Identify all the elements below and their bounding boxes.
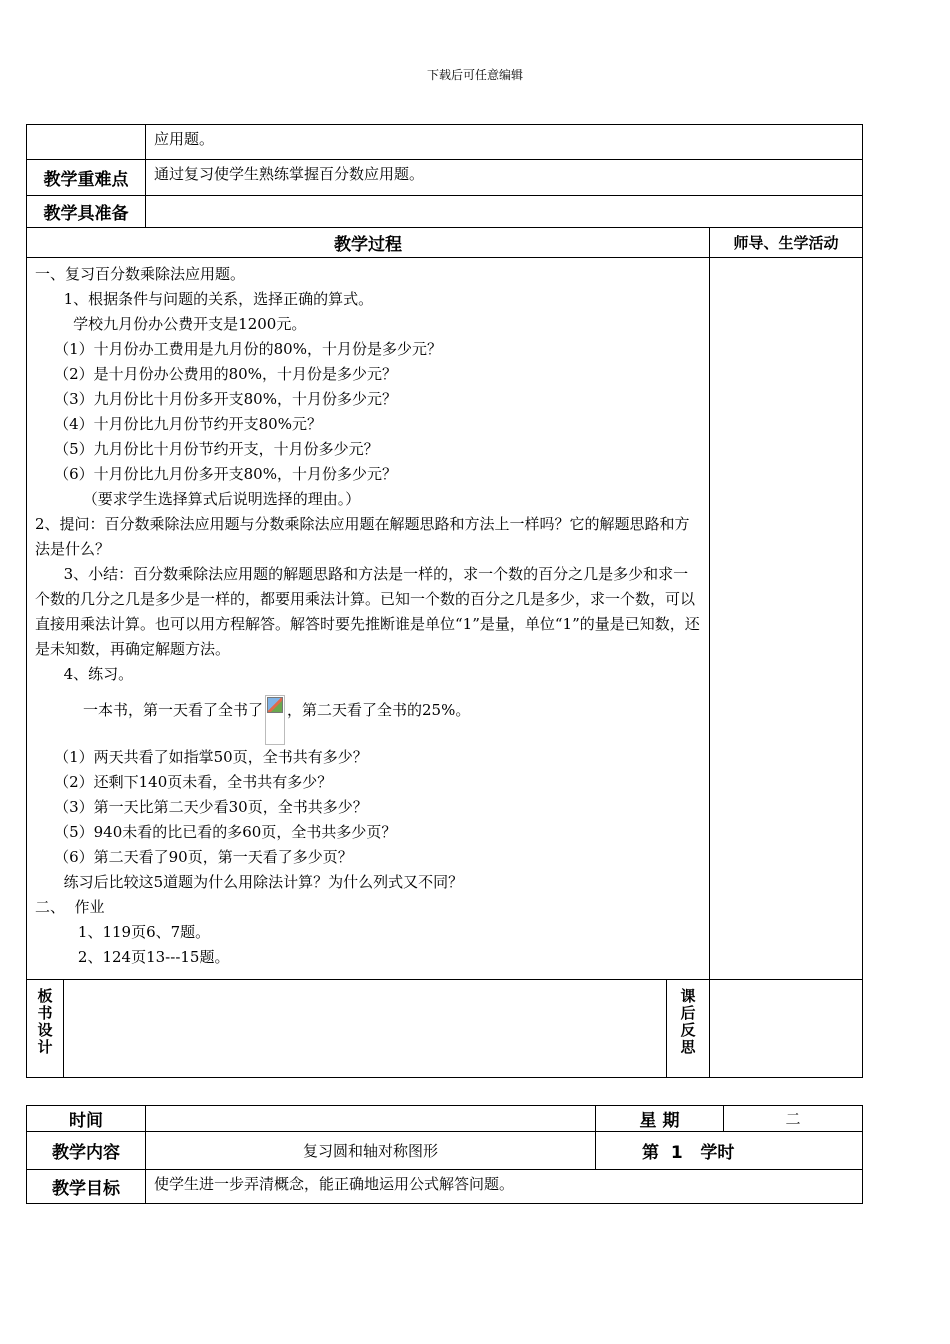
time-value xyxy=(146,1106,596,1132)
goal-label: 教学目标 xyxy=(27,1170,146,1204)
process-line: （6）第二天看了90页，第一天看了多少页？ xyxy=(35,848,353,866)
weekday-label: 星 期 xyxy=(596,1106,724,1132)
period-label: 第 1 学时 xyxy=(596,1132,863,1170)
process-line: （6）十月份比九月份多开支80%，十月份多少元？ xyxy=(35,465,397,483)
activity-cell xyxy=(710,258,863,980)
process-line: （2）是十月份办公费用的80%，十月份是多少元？ xyxy=(35,365,397,383)
activity-header: 师导、生学活动 xyxy=(710,228,863,258)
empty-label-cell xyxy=(27,125,146,160)
header-note: 下载后可任意编辑 xyxy=(426,68,523,82)
process-line: 学校九月份办公费开支是1200元。 xyxy=(35,315,307,333)
process-line: （1）两天共看了如指掌50页，全书共有多少？ xyxy=(35,748,368,766)
fraction-image-icon xyxy=(265,695,285,745)
continued-objective-text: 应用题。 xyxy=(146,125,863,160)
reflection-label: 课 后 反 思 xyxy=(667,980,710,1078)
process-line: （1）十月份办工费用是九月份的80%，十月份是多少元？ xyxy=(35,340,442,358)
time-label: 时间 xyxy=(27,1106,146,1132)
reflection-cell xyxy=(710,980,863,1078)
process-line: 2、124页13---15题。 xyxy=(35,948,230,966)
exercise-before-text: 一本书，第一天看了全书了 xyxy=(83,701,264,719)
lesson-info-table xyxy=(26,1105,863,1204)
process-line: 1、根据条件与问题的关系，选择正确的算式。 xyxy=(35,290,374,308)
process-line: 2、提问：百分数乘除法应用题与分数乘除法应用题在解题思路和方法上一样吗？它的解题思路和方法是什么？ xyxy=(35,515,690,558)
difficulty-text: 通过复习使学生熟练掌握百分数应用题。 xyxy=(146,160,863,196)
process-line: 练习后比较这5道题为什么用除法计算？为什么列式又不同？ xyxy=(35,873,464,891)
board-design-label: 板 书 设 计 xyxy=(27,980,64,1078)
process-line: 4、练习。 xyxy=(35,665,134,683)
exercise-after-text: ，第二天看了全书的25%。 xyxy=(287,701,471,719)
process-line: （要求学生选择算式后说明选择的理由。） xyxy=(35,490,361,508)
board-design-cell xyxy=(64,980,667,1078)
exercise-line xyxy=(35,695,701,745)
tools-label: 教学具准备 xyxy=(27,196,146,228)
process-header: 教学过程 xyxy=(27,228,710,258)
content-label: 教学内容 xyxy=(27,1132,146,1170)
process-line: 1、119页6、7题。 xyxy=(35,923,211,941)
process-line: （2）还剩下140页未看，全书共有多少？ xyxy=(35,773,333,791)
process-line: （5）九月份比十月份节约开支，十月份多少元？ xyxy=(35,440,379,458)
goal-text: 使学生进一步弄清概念，能正确地运用公式解答问题。 xyxy=(146,1170,863,1204)
content-value: 复习圆和轴对称图形 xyxy=(146,1132,596,1170)
difficulty-label: 教学重难点 xyxy=(27,160,146,196)
process-line: （4）十月份比九月份节约开支80%元？ xyxy=(35,415,322,433)
process-line: 3、小结：百分数乘除法应用题的解题思路和方法是一样的，求一个数的百分之几是多少和求一个数的几分之几是多少是一样的，都要用乘法计算。已知一个数的百分之几是多少，求一个数，可以直接用乘法计算。也可以用方程解答。解答时要先推断谁是单位“1”是量，单位“1”的量是已知数，还是未知数，再确定解题方法。 xyxy=(35,565,700,658)
process-line: （5）940未看的比已看的多60页，全书共多少页？ xyxy=(35,823,397,841)
process-content xyxy=(27,258,710,980)
process-line: （3）九月份比十月份多开支80%，十月份多少元？ xyxy=(35,390,397,408)
lesson-plan-table xyxy=(26,124,863,1078)
process-line: （3）第一天比第二天少看30页，全书共多少？ xyxy=(35,798,368,816)
weekday-value: 二 xyxy=(724,1106,863,1132)
process-line: 二、 作业 xyxy=(35,898,105,916)
process-line: 一、复习百分数乘除法应用题。 xyxy=(35,265,246,283)
tools-text xyxy=(146,196,863,228)
